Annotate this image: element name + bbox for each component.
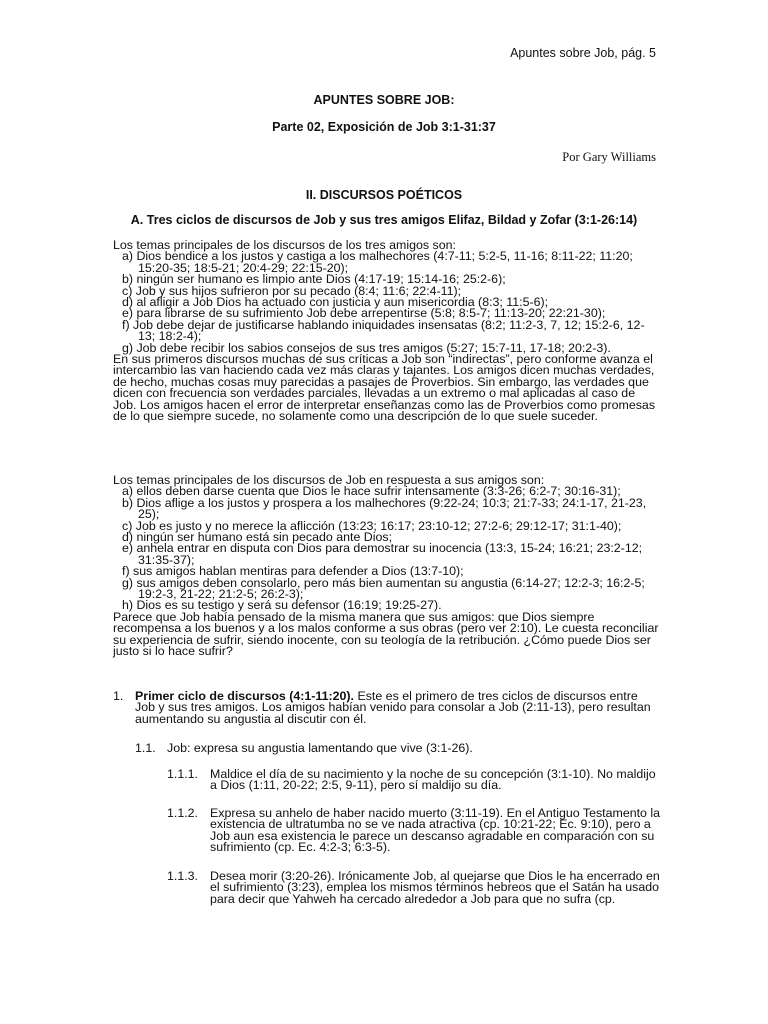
list-item: b) ningún ser humano es limpio ante Dios (4:17-19; 15:14-16; 25:2-6); — [122, 272, 506, 287]
list-item: c) Job es justo y no merece la aflicción (13:23; 16:17; 23:10-12; 27:2-6; 29:12-17; 31:1-40); — [122, 518, 622, 533]
friends-paragraph: En sus primeros discursos muchas de sus críticas a Job son “indirectas”, pero conforme avanza el intercambio las van haciendo cada vez más claras y tajantes. Los amigos dicen muchas verdades, de hecho, muchas cosas muy parecidas a pasajes de Proverbios. Sin embargo, las verdades que dicen con frecuencia son verdades parciales, llevadas a un extremo o mal aplicadas al caso de Job. Los amigos hacen el error de interpretar enseñanzas como las de Proverbios como promesas de lo que siempre sucede, no solamente como una descripción de lo que suele suceder. — [113, 352, 656, 424]
list-item: c) Job y sus hijos sufrieron por su pecado (8:4; 11:6; 22:4-11); — [122, 283, 462, 298]
outline-number: 1.1.1. — [167, 767, 199, 781]
list-item: h) Dios es su testigo y será su defensor (16:19; 19:25-27). — [122, 598, 442, 613]
outline-item-1-1-2: Expresa su anhelo de haber nacido muerto (3:11-19). En el Antiguo Testamento la existencia de ultratumba no se ve nada atractiva (cp. 10:21-22; Ec. 9:10), pero a Job aun esa existencia le parece un descanso agradable en comparación con su sufrimiento (cp. Ec. 4:2-3; 6:3-5). — [210, 806, 661, 855]
job-themes-block — [113, 475, 661, 658]
outline-number: 1.1. — [135, 741, 156, 755]
list-item: d) al afligir a Job Dios ha actuado con justicia y aun misericordia (8:3; 11:5-6); — [122, 295, 549, 310]
list-item: a) Dios bendice a los justos y castiga a los malhechores (4:7-11; 5:2-5, 11-16; 8:11-22; 11:20; 15:20-35; 18:5-21; 20:4-29; 22:15-20); — [122, 249, 633, 275]
outline-number: 1.1.2. — [167, 806, 199, 820]
outline-item-1-1: Job: expresa su angustia lamentando que vive (3:1-26). — [167, 741, 473, 755]
list-item: a) ellos deben darse cuenta que Dios le hace sufrir intensamente (3:3-26; 6:2-7; 30:16-31); — [122, 484, 621, 499]
page-header: Apuntes sobre Job, pág. 5 — [510, 46, 656, 60]
outline-number: 1. — [113, 689, 124, 703]
list-item: f) sus amigos hablan mentiras para defender a Dios (13:7-10); — [122, 564, 464, 579]
section-heading: II. DISCURSOS POÉTICOS — [305, 188, 463, 202]
list-item: g) sus amigos deben consolarlo, pero más bien aumentan su angustia (6:14-27; 12:2-3; 16:2-5; 19:2-3, 21-22; 21:2-5; 26:2-3); — [122, 575, 645, 602]
job-paragraph: Parece que Job había pensado de la misma manera que sus amigos: que Dios siempre recompensa a los buenos y a los malos conforme a sus obras (pero ver 2:10). Le cuesta reconciliar su experiencia de sufrir, siendo inocente, con su teología de la retribución. ¿Cómo puede Dios ser justo si lo hace sufrir? — [113, 609, 659, 659]
list-item: g) Job debe recibir los sabios consejos de sus tres amigos (5:27; 15:7-11, 17-18; 20:2-3). — [122, 340, 611, 355]
list-item: d) ningún ser humano está sin pecado ante Dios; — [122, 530, 393, 545]
list-item: b) Dios aflige a los justos y prospera a los malhechores (9:22-24; 10:3; 21:7-33; 24:1-17, 21-23, 25); — [122, 495, 647, 522]
outline-item-1-1-3: Desea morir (3:20-26). Irónicamente Job, al quejarse que Dios le ha encerrado en el sufrimiento (3:23), emplea los mismos términos hebreos que el Satán ha usado para decir que Yahweh ha cercado alrededor a Job para que no sufra (cp. — [210, 869, 660, 906]
friends-themes-block — [113, 240, 661, 423]
outline-item-1 — [135, 691, 661, 725]
subsection-heading: A. Tres ciclos de discursos de Job y sus tres amigos Elifaz, Bildad y Zofar (3:1-26:14) — [130, 213, 638, 227]
friends-themes-intro: Los temas principales de los discursos de los tres amigos son: — [113, 238, 456, 252]
outline-heading: Primer ciclo de discursos (4:1-11:20). — [135, 689, 354, 703]
list-item: e) para librarse de su sufrimiento Job debe arrepentirse (5:8; 8:5-7; 11:13-20; 22:21-30); — [122, 306, 606, 321]
author-line: Por Gary Williams — [562, 150, 656, 164]
outline-item-1-1-1: Maldice el día de su nacimiento y la noche de su concepción (3:1-10). No maldijo a Dios (1:11, 20-22; 2:5, 9-11), pero sí maldijo su día. — [210, 767, 656, 793]
list-item: e) anhela entrar en disputa con Dios para demostrar su inocencia (13:3, 15-24; 16:21; 23:2-12; 31:35-37); — [122, 541, 643, 567]
outline-text: Este es el primero de tres ciclos de discursos entre Job y sus tres amigos. Los amigos habían venido para consolar a Job (2:11-13), pero resultan aumentando su angustia al discutir con él. — [135, 689, 651, 726]
document-title: APUNTES SOBRE JOB: — [313, 93, 455, 107]
list-item: f) Job debe dejar de justificarse hablando iniquidades insensatas (8:2; 11:2-3, 7, 12; 15:2-6, 12-13; 18:2-4); — [122, 317, 645, 344]
outline-number: 1.1.3. — [167, 869, 199, 883]
document-subtitle: Parte 02, Exposición de Job 3:1-31:37 — [272, 120, 496, 134]
job-themes-intro: Los temas principales de los discursos de Job en respuesta a sus amigos son: — [113, 473, 545, 487]
